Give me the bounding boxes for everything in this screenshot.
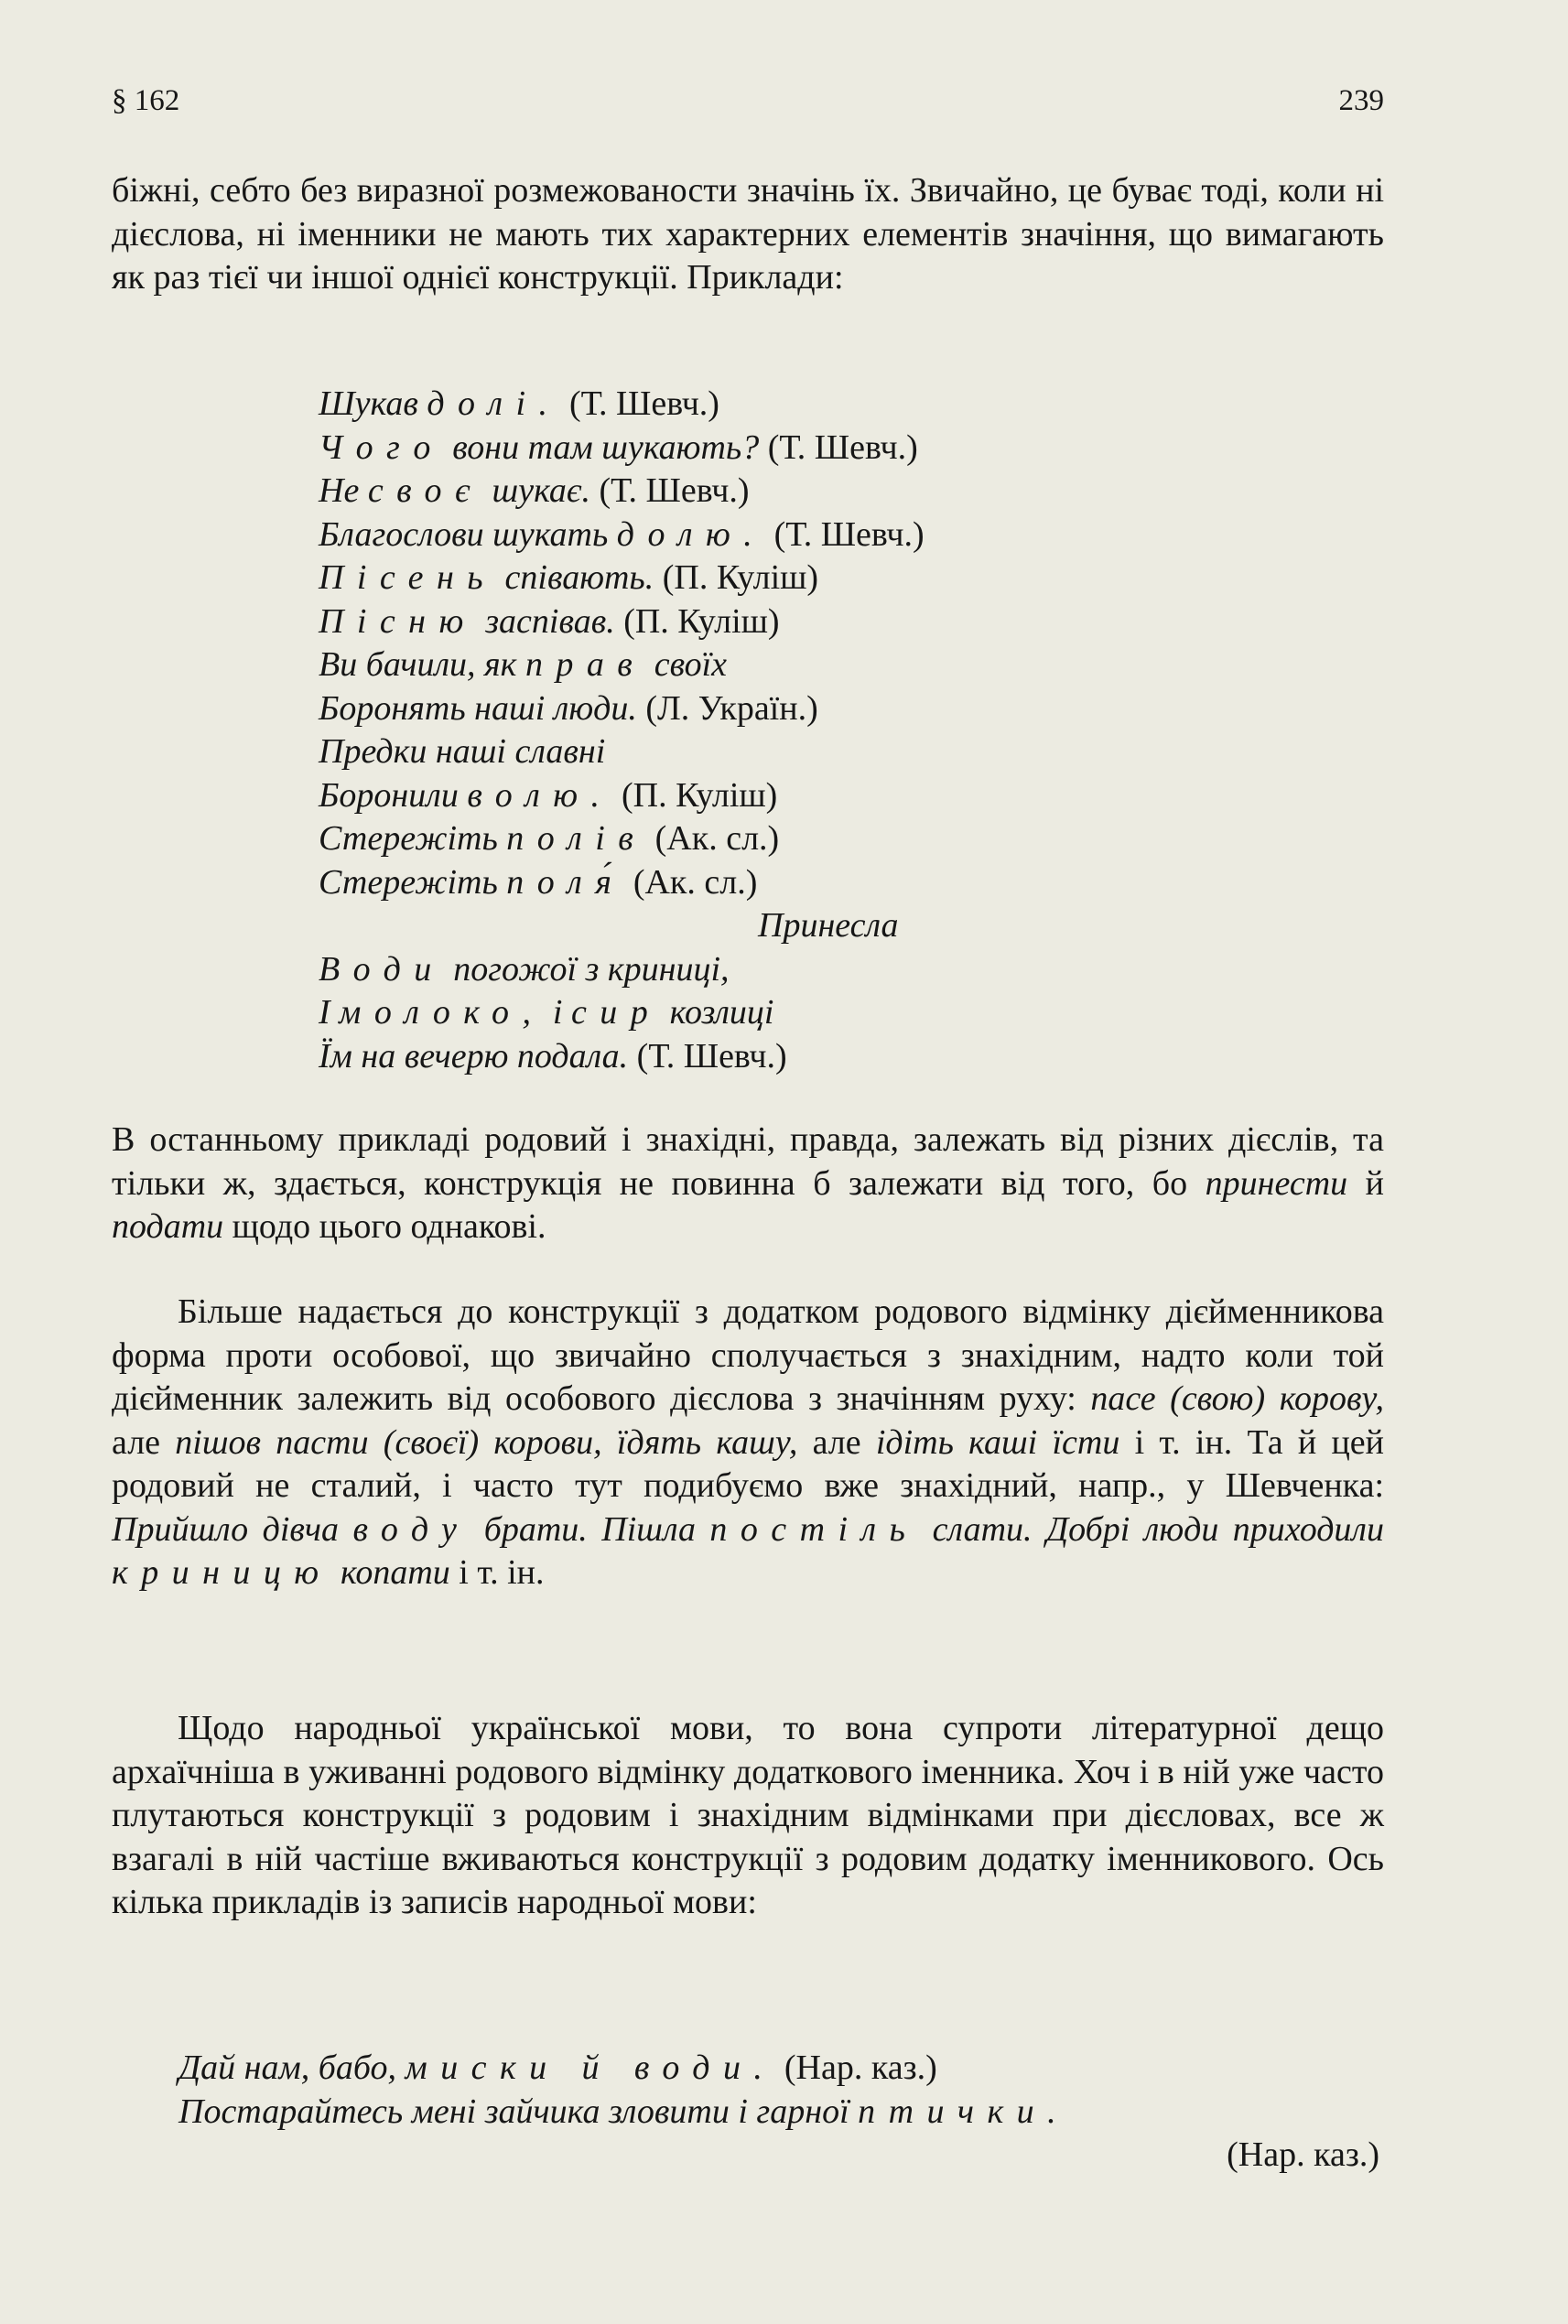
- verse-source: (Т. Шевч.): [560, 384, 719, 423]
- example-2-spaced: птички.: [858, 2092, 1070, 2131]
- verse-line: [319, 383, 925, 427]
- paragraph-3-text-4: і т. ін. Та й цей родовий не сталий, і часто тут подибуємо вже знахідний, напр., у Шевченка:: [112, 1422, 1384, 1505]
- verse-spaced-word: полів: [506, 819, 647, 858]
- verse-line: [319, 948, 925, 992]
- paragraph-2-text-3: щодо цього однакові.: [223, 1207, 546, 1246]
- verse-source: (Л. Україн.): [636, 688, 818, 728]
- paragraph-2-text-2: й: [1347, 1163, 1385, 1203]
- example-2-text: Постарайтесь мені зайчика зловити і гарної: [178, 2092, 859, 2131]
- paragraph-4-text: Щодо народньої української мови, то вона супроти літературної дещо архаїчніша в уживанні родового відмінку додаткового іменника. Хоч і в ній уже часто плутаються конструкції з родовим і знахідним відмінками при дієсловах, все ж взагалі в ній частіше вживаються конструкції з родовим додатку іменникового. Ось кілька прикладів із записів народньої мови:: [112, 1709, 1384, 1921]
- example-1-spaced: миски й води.: [405, 2048, 776, 2087]
- paragraph-1: [112, 169, 1384, 300]
- verse-spaced-word: поля́: [506, 862, 625, 902]
- verse-examples: [319, 383, 925, 1078]
- paragraph-3-italic-1: пасе (свою) корову,: [1090, 1379, 1384, 1418]
- verse-text: Благослови шукать: [319, 514, 617, 554]
- verse-text-tail: і: [544, 993, 571, 1032]
- verse-text: Стережіть: [319, 862, 507, 902]
- paragraph-3-text-3: але: [797, 1422, 876, 1462]
- verse-source: (Т. Шевч.): [759, 427, 918, 467]
- verse-line: [319, 904, 925, 948]
- verse-text-tail-2: козлиці: [661, 993, 774, 1032]
- page-number: 239: [1338, 84, 1384, 117]
- verse-text: Боронять наші люди.: [319, 688, 637, 728]
- verse-source: (Т. Шевч.): [765, 514, 925, 554]
- verse-line: [319, 687, 925, 731]
- paragraph-2-italic-1: принести: [1205, 1163, 1348, 1203]
- verse-line: [319, 600, 925, 644]
- verse-spaced-word: долю.: [616, 514, 766, 554]
- verse-spaced-word: долі.: [427, 384, 561, 423]
- paragraph-3-text-5: і т. ін.: [449, 1553, 545, 1592]
- verse-line: [319, 557, 925, 600]
- verse-spaced-word: молоко,: [339, 993, 545, 1032]
- example-line-3: [178, 2134, 1379, 2178]
- verse-text: Стережіть: [319, 819, 507, 858]
- verse-text: Предки наші славні: [319, 732, 606, 771]
- paragraph-3-spaced-3: криницю: [112, 1553, 332, 1592]
- verse-source: (П. Куліш): [612, 775, 778, 815]
- example-1-text: Дай нам, бабо,: [178, 2048, 406, 2087]
- verse-source: (Ак. сл.): [624, 862, 758, 902]
- paragraph-2-italic-2: подати: [112, 1207, 224, 1246]
- verse-line: [319, 1035, 925, 1079]
- paragraph-3-spaced-2: постіль: [709, 1509, 919, 1549]
- paragraph-3-italic-5: брати. Пішла: [470, 1509, 710, 1549]
- paragraph-3-spaced-1: воду: [352, 1509, 470, 1549]
- verse-text: Їм на вечерю подала.: [319, 1036, 629, 1076]
- verse-line: [319, 774, 925, 818]
- verse-text-tail: співають.: [496, 558, 654, 597]
- verse-line: [319, 470, 925, 513]
- verse-text-tail: вони там шукають?: [443, 427, 760, 467]
- verse-line: [319, 817, 925, 861]
- folk-examples: [178, 2047, 1379, 2178]
- paragraph-2-text: В останньому прикладі родовий і знахідні, правда, залежать від різних дієслів, та тільки ж, здається, конструкція не повинна б залежати від того, бо: [112, 1120, 1384, 1203]
- verse-spaced-word: Пісню: [319, 601, 477, 641]
- verse-text-tail: заспівав.: [476, 601, 615, 641]
- paragraph-3-italic-2: пішов пасти (своєї) корови, їдять кашу,: [175, 1422, 798, 1462]
- verse-spaced-word: волю.: [467, 775, 613, 815]
- verse-text-tail: своїх: [645, 645, 728, 684]
- verse-line: [319, 513, 925, 557]
- verse-text: І: [319, 993, 340, 1032]
- verse-line: [319, 861, 925, 905]
- verse-text: Ви бачили, як: [319, 645, 525, 684]
- section-number: § 162: [112, 84, 180, 117]
- example-1-source: (Нар. каз.): [775, 2048, 937, 2087]
- verse-spaced-word: Пісень: [319, 558, 497, 597]
- verse-source: (П. Куліш): [654, 558, 819, 597]
- verse-line: [319, 991, 925, 1035]
- verse-text-tail: шукає.: [483, 471, 590, 510]
- verse-spaced-word: Чого: [319, 427, 444, 467]
- paragraph-3-italic-6: слати. Добрі люди приходили: [918, 1509, 1384, 1549]
- verse-line: [319, 730, 925, 774]
- verse-line: [319, 427, 925, 470]
- paragraph-2: [112, 1119, 1384, 1249]
- paragraph-1-text: біжні, себто без виразної розмежованости значінь їх. Звичайно, це буває тоді, коли ні дієслова, ні іменники не мають тих характерних елементів значіння, що вимагають як раз тієї чи іншої однієї конструкції. Приклади:: [112, 171, 1384, 297]
- verse-source: (Т. Шевч.): [589, 471, 750, 510]
- verse-source: (Ак. сл.): [646, 819, 780, 858]
- verse-spaced-word: Води: [319, 949, 445, 989]
- paragraph-3: [112, 1291, 1384, 1595]
- paragraph-3-text-1: Більше надається до конструкції з додатком родового відмінку дієйменникова форма проти особової, що звичайно сполучається з знахідним, надто коли той дієйменник залежить від особового дієслова з значінням руху:: [112, 1292, 1384, 1418]
- verse-line: [319, 643, 925, 687]
- verse-spaced-word: своє: [367, 471, 484, 510]
- verse-line-right-text: Принесла: [758, 906, 899, 945]
- verse-text: Не: [319, 471, 368, 510]
- verse-text-tail: погожої з криниці,: [444, 949, 730, 989]
- paragraph-4: [112, 1707, 1384, 1925]
- verse-spaced-word-2: сир: [570, 993, 662, 1032]
- verse-spaced-word: прав: [524, 645, 646, 684]
- paragraph-3-italic-4: Прийшло дівча: [112, 1509, 353, 1549]
- verse-text: Боронили: [319, 775, 468, 815]
- example-line-1: [178, 2047, 1379, 2091]
- paragraph-3-italic-3: ідіть каші їсти: [875, 1422, 1120, 1462]
- paragraph-3-italic-7: копати: [331, 1553, 450, 1592]
- example-2-source: (Нар. каз.): [1227, 2135, 1379, 2174]
- example-line-2: [178, 2091, 1379, 2135]
- verse-source: (П. Куліш): [614, 601, 780, 641]
- paragraph-3-text-2: але: [112, 1422, 176, 1462]
- verse-text: Шукав: [319, 384, 427, 423]
- verse-source: (Т. Шевч.): [628, 1036, 787, 1076]
- running-header: [112, 84, 1384, 130]
